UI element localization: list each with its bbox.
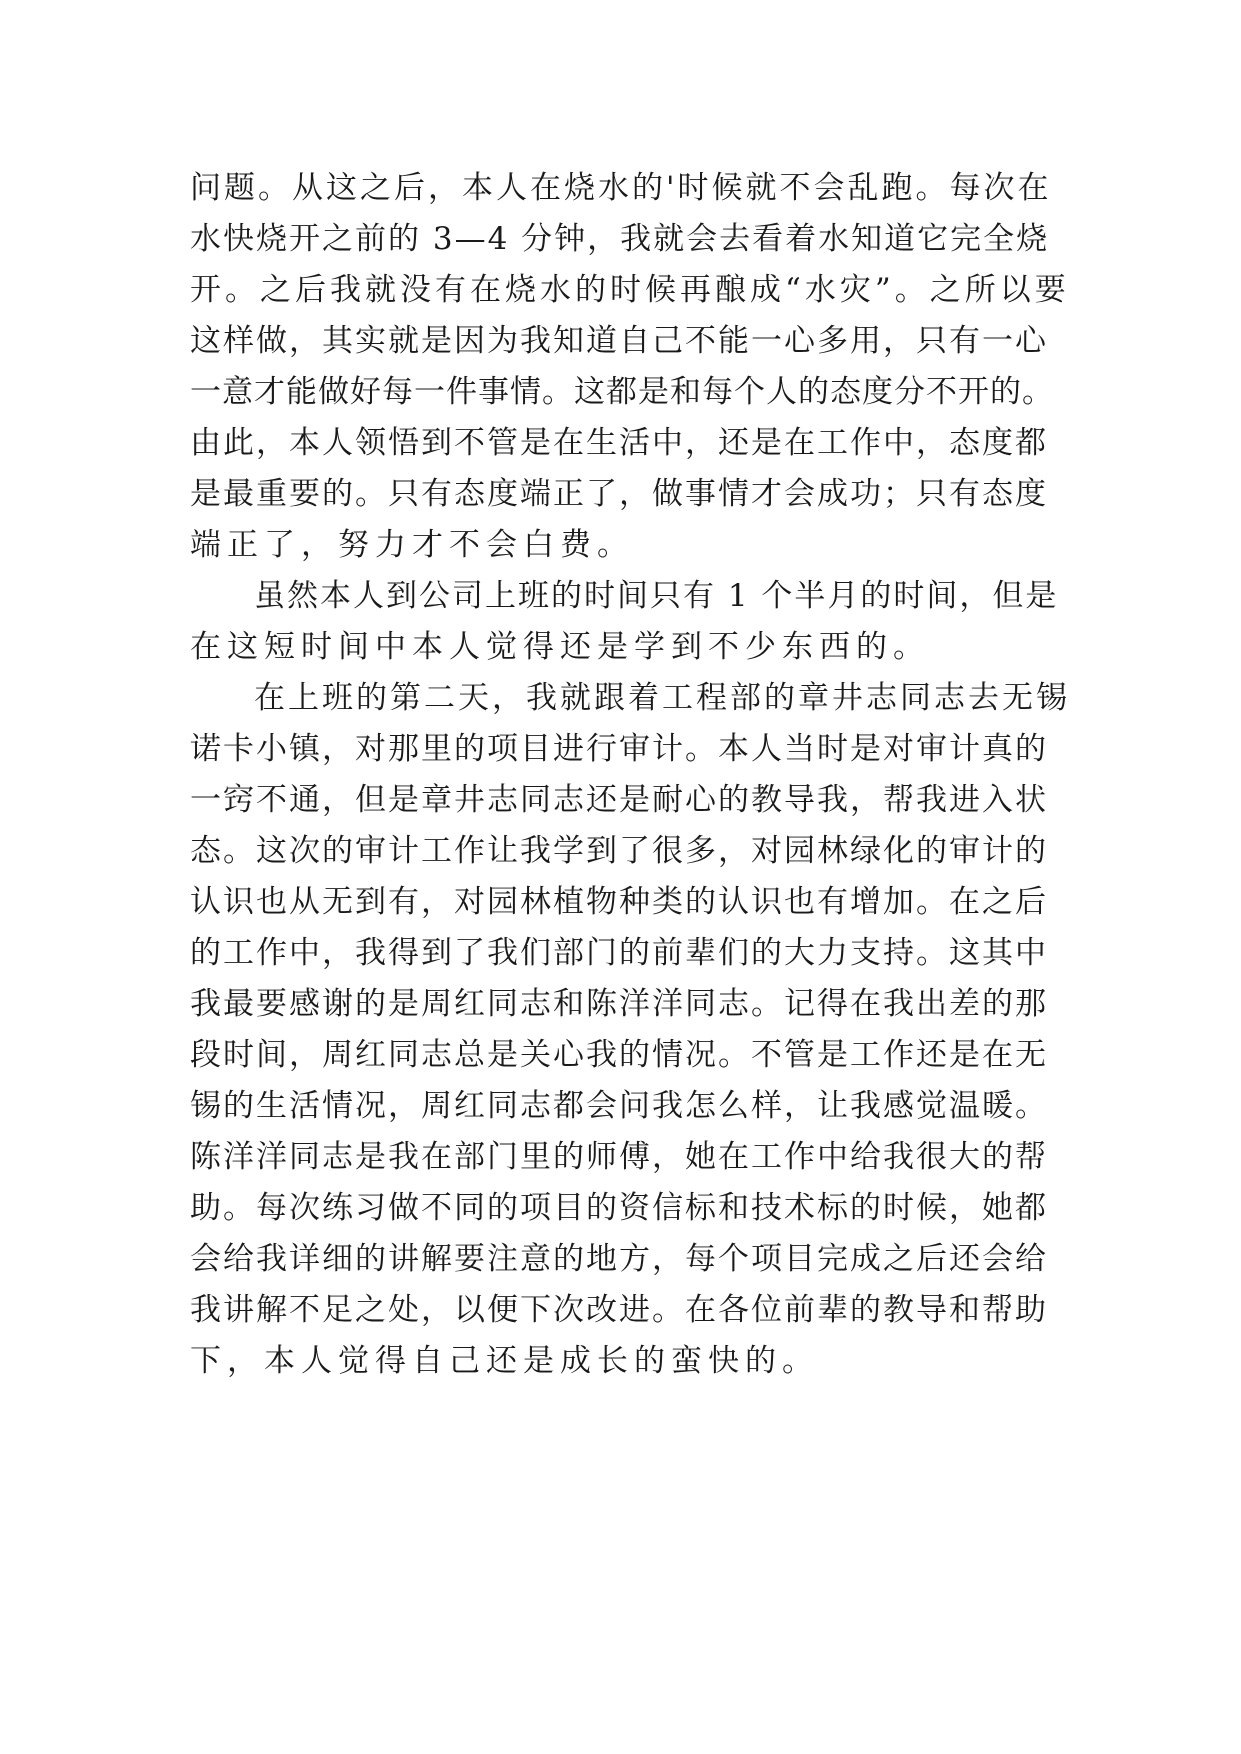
paragraph-3-line-2: 诺卡小镇，对那里的项目进行审计。本人当时是对审计真的: [190, 731, 1048, 767]
paragraph-3-line-13: 我讲解不足之处，以便下次改进。在各位前辈的教导和帮助: [190, 1292, 1048, 1328]
paragraph-3-line-8: 段时间，周红同志总是关心我的情况。不管是工作还是在无: [190, 1037, 1048, 1073]
paragraph-3-line-4: 态。这次的审计工作让我学到了很多，对园林绿化的审计的: [190, 833, 1048, 869]
paragraph-3-line-5: 认识也从无到有，对园林植物种类的认识也有增加。在之后: [190, 884, 1048, 920]
paragraph-2-line-2: 在这短时间中本人觉得还是学到不少东西的。: [190, 629, 930, 665]
text-line-2: 水快烧开之前的 3—4 分钟，我就会去看着水知道它完全烧: [190, 221, 1050, 257]
paragraph-3-line-7: 我最要感谢的是周红同志和陈洋洋同志。记得在我出差的那: [190, 986, 1048, 1022]
paragraph-3-line-11: 助。每次练习做不同的项目的资信标和技术标的时候，她都: [190, 1190, 1048, 1226]
text-line-5: 一意才能做好每一件事情。这都是和每个人的态度分不开的。: [190, 374, 1054, 410]
text-line-8: 端正了，努力才不会白费。: [190, 527, 634, 563]
text-line-4: 这样做，其实就是因为我知道自己不能一心多用，只有一心: [190, 323, 1048, 359]
paragraph-3-line-10: 陈洋洋同志是我在部门里的师傅，她在工作中给我很大的帮: [190, 1139, 1048, 1175]
paragraph-3-line-1: 在上班的第二天，我就跟着工程部的章井志同志去无锡: [254, 680, 1070, 716]
text-line-1: 问题。从这之后，本人在烧水的'时候就不会乱跑。每次在: [190, 170, 1052, 206]
document-body: [190, 163, 1070, 1387]
paragraph-3-line-3: 一窍不通，但是章井志同志还是耐心的教导我，帮我进入状: [190, 782, 1048, 818]
paragraph-3-line-6: 的工作中，我得到了我们部门的前辈们的大力支持。这其中: [190, 935, 1048, 971]
text-line-7: 是最重要的。只有态度端正了，做事情才会成功；只有态度: [190, 476, 1048, 512]
text-line-6: 由此，本人领悟到不管是在生活中，还是在工作中，态度都: [190, 425, 1048, 461]
paragraph-3-line-12: 会给我详细的讲解要注意的地方，每个项目完成之后还会给: [190, 1241, 1048, 1277]
paragraph-2-line-1: 虽然本人到公司上班的时间只有 1 个半月的时间，但是: [254, 578, 1059, 614]
paragraph-3-line-9: 锡的生活情况，周红同志都会问我怎么样，让我感觉温暖。: [190, 1088, 1048, 1124]
paragraph-3-line-14: 下，本人觉得自己还是成长的蛮快的。: [190, 1343, 819, 1379]
text-line-3: 开。之后我就没有在烧水的时候再酿成“水灾”。之所以要: [190, 272, 1070, 308]
